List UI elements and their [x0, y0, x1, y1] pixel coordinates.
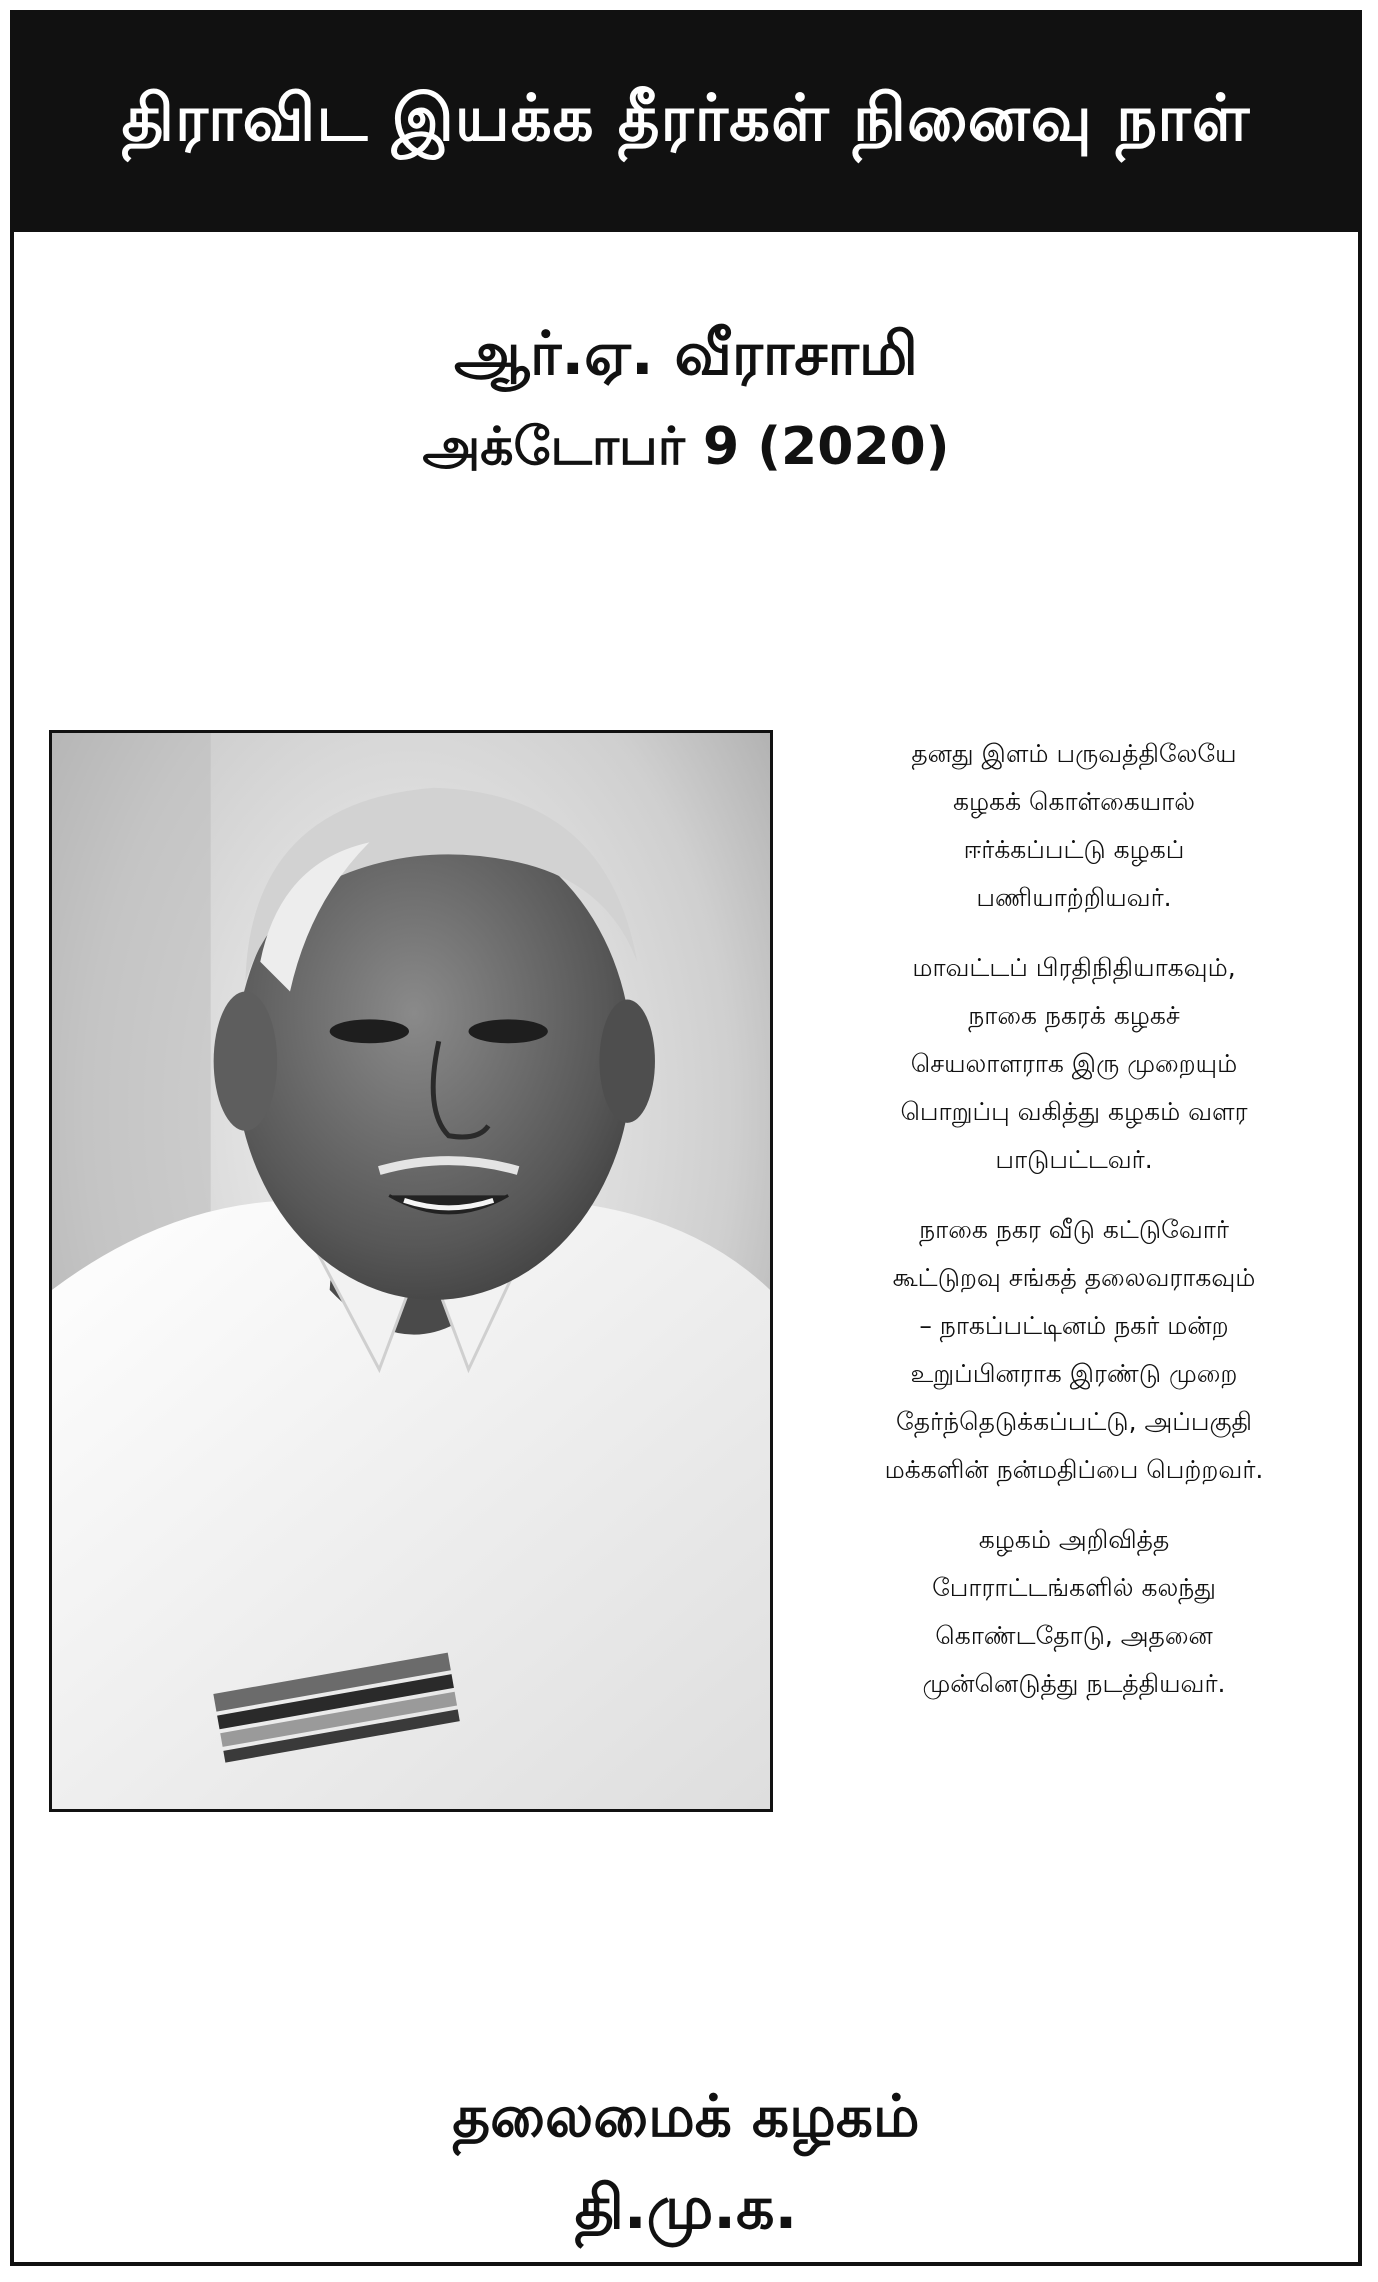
bio-line: பாடுபட்டவர்.: [995, 1145, 1153, 1174]
organization-name: தலைமைக் கழகம்: [452, 2082, 920, 2150]
bio-line: ஈர்க்கப்பட்டு கழகப்: [963, 835, 1185, 864]
bio-line: தனது இளம் பருவத்திலேயே: [911, 739, 1237, 768]
person-name: ஆர்.ஏ. வீராசாமி: [454, 319, 918, 389]
bio-paragraph: [804, 730, 1344, 922]
bio-line: மாவட்டப் பிரதிநிதியாகவும்,: [912, 953, 1236, 982]
header-banner: [14, 14, 1358, 232]
bio-line: நாகை நகர வீடு கட்டுவோர்: [919, 1215, 1229, 1244]
portrait-illustration: [52, 733, 770, 1809]
banner-title: திராவிட இயக்க தீரர்கள் நினைவு நாள்: [121, 82, 1251, 156]
bio-paragraph: [804, 1206, 1344, 1494]
bio-line: முன்னெடுத்து நடத்தியவர்.: [922, 1669, 1226, 1698]
bio-line: கூட்டுறவு சங்கத் தலைவராகவும்: [892, 1263, 1256, 1292]
bio-line: – நாகப்பட்டினம் நகர் மன்ற: [919, 1311, 1229, 1340]
bio-line: கொண்டதோடு, அதனை: [935, 1621, 1213, 1650]
party-name: தி.மு.க.: [574, 2173, 798, 2243]
biography: [804, 730, 1344, 1730]
bio-line: நாகை நகரக் கழகச்: [968, 1001, 1180, 1030]
bio-line: உறுப்பினராக இரண்டு முறை: [910, 1359, 1238, 1388]
bio-paragraph: [804, 944, 1344, 1184]
bio-line: மக்களின் நன்மதிப்பை பெற்றவர்.: [884, 1455, 1264, 1484]
portrait-photo: [49, 730, 773, 1812]
bio-line: கழகம் அறிவித்த: [978, 1525, 1170, 1554]
bio-line: பணியாற்றியவர்.: [976, 883, 1172, 912]
bio-line: தேர்ந்தெடுக்கப்பட்டு, அப்பகுதி: [895, 1407, 1253, 1436]
bio-line: செயலாளராக இரு முறையும்: [910, 1049, 1238, 1078]
bio-line: போராட்டங்களில் கலந்து: [932, 1573, 1216, 1602]
bio-paragraph: [804, 1516, 1344, 1708]
memorial-date: அக்டோபர் 9 (2020): [422, 417, 950, 477]
bio-line: பொறுப்பு வகித்து கழகம் வளர: [900, 1097, 1248, 1126]
poster-frame: [10, 10, 1362, 2266]
bio-line: கழகக் கொள்கையால்: [952, 787, 1195, 816]
